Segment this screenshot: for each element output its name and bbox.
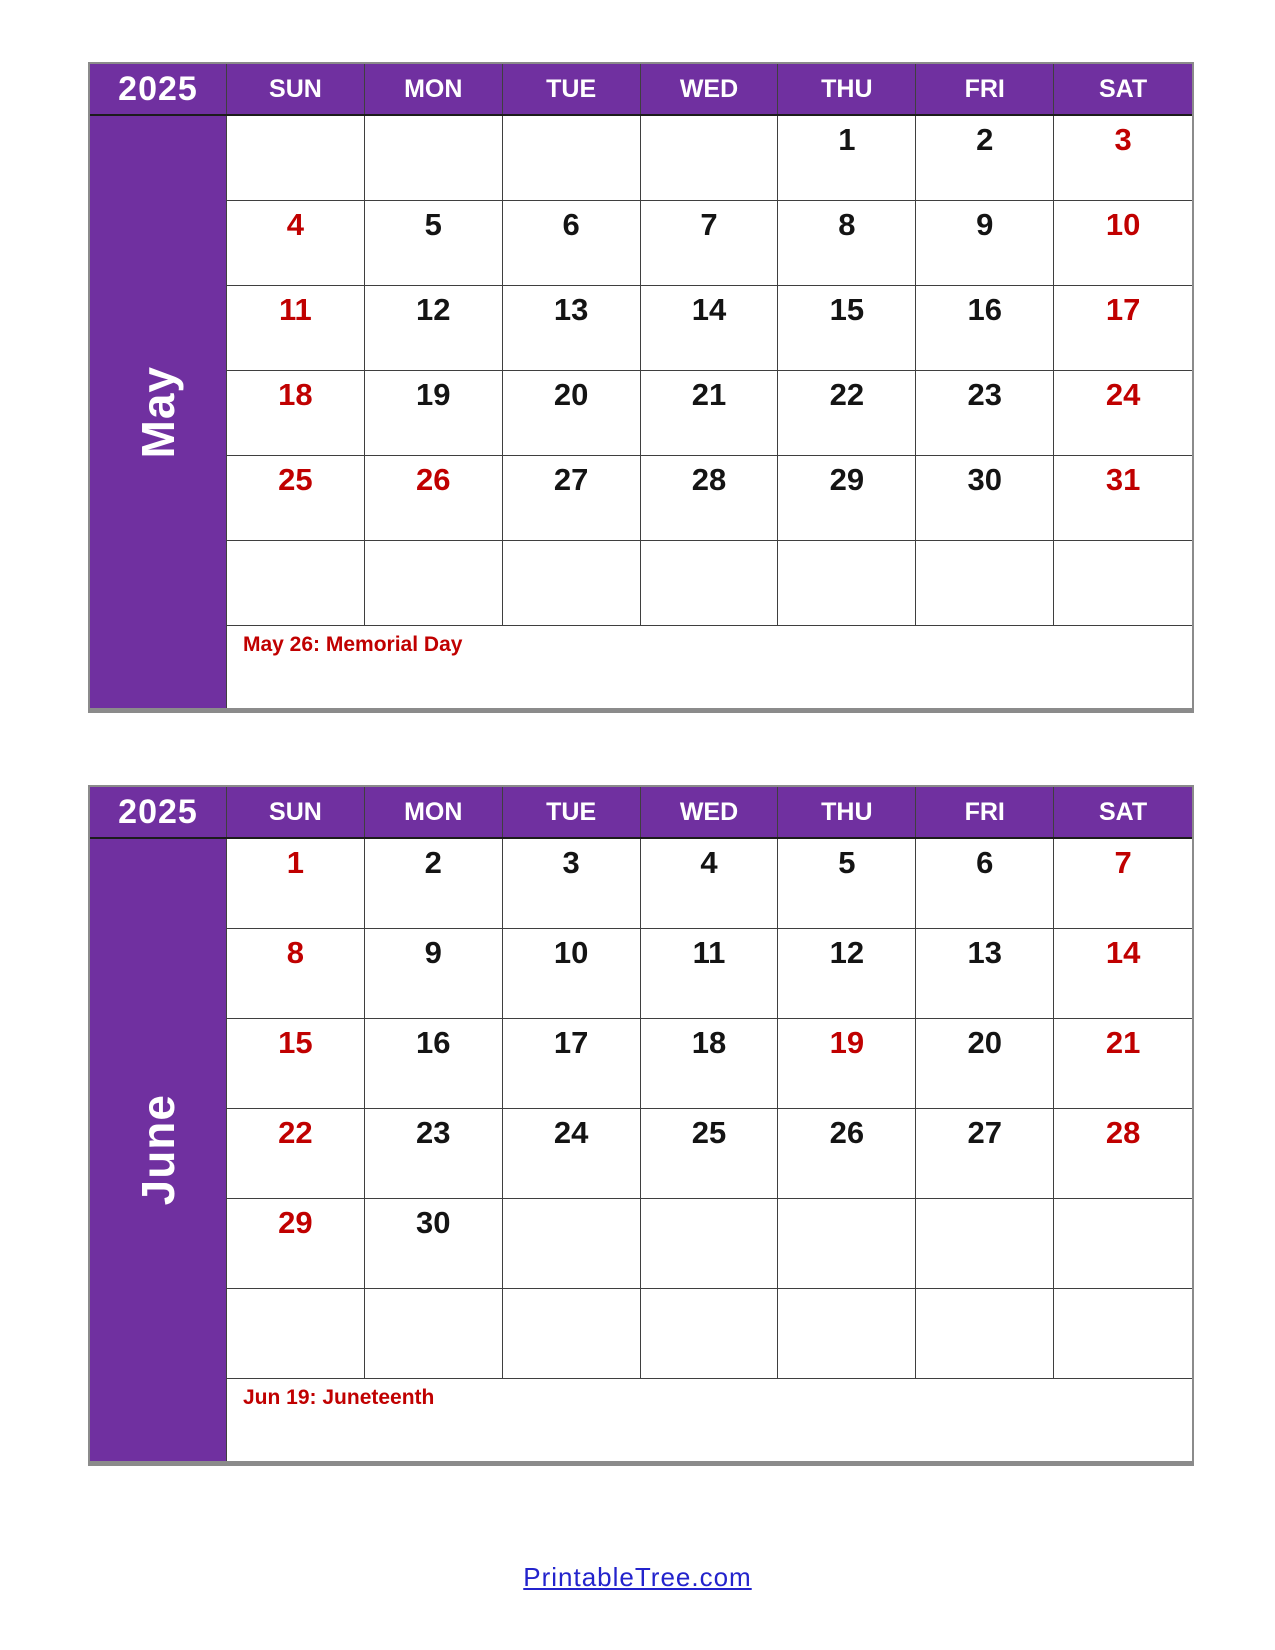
date-cell — [778, 839, 916, 929]
date-cell — [365, 456, 503, 541]
weekday-header: THU — [778, 787, 916, 837]
date-number: 22 — [829, 377, 865, 412]
date-number: 2 — [424, 845, 442, 880]
date-cell — [641, 541, 779, 626]
date-number: 1 — [286, 845, 305, 880]
weekday-header-row — [227, 64, 1192, 114]
date-number: 14 — [1105, 935, 1141, 970]
date-cell — [503, 929, 641, 1019]
calendar-header-row — [90, 787, 1192, 839]
weekday-header: WED — [641, 64, 779, 114]
weekday-header: SAT — [1098, 74, 1148, 103]
month-label: June — [132, 1094, 184, 1206]
date-cell — [503, 116, 641, 201]
date-cell — [641, 929, 779, 1019]
date-cell — [641, 1289, 779, 1379]
weekday-header: SUN — [227, 787, 365, 837]
date-cell — [365, 541, 503, 626]
date-cell — [916, 929, 1054, 1019]
date-number: 4 — [286, 207, 305, 242]
date-number: 14 — [691, 292, 727, 327]
weekday-header: SUN — [227, 64, 365, 114]
date-cell — [227, 286, 365, 371]
date-cell — [227, 201, 365, 286]
date-number: 20 — [553, 377, 589, 412]
date-number: 26 — [829, 1115, 865, 1150]
may-calendar — [88, 62, 1194, 713]
date-number: 2 — [976, 122, 994, 157]
calendar-header-row — [90, 64, 1192, 116]
date-cell — [365, 201, 503, 286]
date-number: 13 — [553, 292, 589, 327]
date-number: 13 — [967, 935, 1002, 970]
date-cell — [778, 1109, 916, 1199]
date-number: 1 — [838, 122, 856, 157]
date-cell — [365, 286, 503, 371]
date-number: 15 — [829, 292, 865, 327]
date-cell — [916, 116, 1054, 201]
weekday-header: TUE — [503, 64, 641, 114]
date-number: 17 — [553, 1025, 589, 1060]
date-cell — [778, 541, 916, 626]
date-grid — [227, 116, 1192, 626]
date-number: 11 — [692, 935, 726, 970]
date-number: 25 — [278, 462, 313, 497]
date-cell — [778, 1289, 916, 1379]
date-cell — [1054, 1019, 1192, 1109]
weekday-header: SAT — [1098, 797, 1148, 826]
date-cell — [1054, 1199, 1192, 1289]
date-cell — [365, 1199, 503, 1289]
date-number: 19 — [829, 1025, 865, 1060]
calendar-body — [90, 839, 1192, 1461]
month-sidebar — [90, 839, 227, 1461]
june-calendar — [88, 785, 1194, 1466]
date-cell — [1054, 1109, 1192, 1199]
date-cell — [778, 456, 916, 541]
weekday-header: FRI — [916, 64, 1054, 114]
date-cell — [916, 286, 1054, 371]
date-number: 8 — [838, 207, 856, 242]
date-cell — [1054, 371, 1192, 456]
holiday-note-row — [227, 626, 1192, 708]
date-cell — [227, 1199, 365, 1289]
site-link[interactable]: PrintableTree.com — [523, 1562, 752, 1592]
date-number: 21 — [691, 377, 727, 412]
date-cell — [1054, 1289, 1192, 1379]
date-number: 4 — [700, 845, 718, 880]
date-number: 26 — [416, 462, 451, 497]
weekday-header: MON — [365, 787, 503, 837]
date-number: 21 — [1105, 1025, 1141, 1060]
month-label: May — [132, 365, 184, 459]
date-cell — [916, 201, 1054, 286]
date-number: 9 — [976, 207, 994, 242]
date-cell — [778, 1019, 916, 1109]
year-label: 2025 — [90, 787, 227, 837]
date-number: 12 — [829, 935, 865, 970]
month-sidebar — [90, 116, 227, 708]
date-cell — [503, 456, 641, 541]
date-cell — [365, 839, 503, 929]
date-number: 12 — [416, 292, 451, 327]
date-cell — [1054, 456, 1192, 541]
date-cell — [778, 929, 916, 1019]
date-number: 23 — [967, 377, 1002, 412]
date-cell — [227, 371, 365, 456]
date-cell — [916, 1199, 1054, 1289]
date-cell — [916, 456, 1054, 541]
date-cell — [503, 1199, 641, 1289]
calendar-body — [90, 116, 1192, 708]
date-number: 24 — [553, 1115, 589, 1150]
date-number: 18 — [691, 1025, 727, 1060]
holiday-note: Jun 19: Juneteenth — [243, 1386, 435, 1409]
date-grid — [227, 839, 1192, 1379]
date-cell — [641, 286, 779, 371]
date-cell — [641, 1199, 779, 1289]
date-cell — [503, 1019, 641, 1109]
date-number: 8 — [286, 935, 305, 970]
date-cell — [641, 1019, 779, 1109]
date-cell — [365, 371, 503, 456]
date-cell — [641, 116, 779, 201]
weekday-header-row — [227, 787, 1192, 837]
date-cell — [365, 1289, 503, 1379]
date-cell — [916, 541, 1054, 626]
date-number: 23 — [416, 1115, 451, 1150]
date-number: 22 — [278, 1115, 313, 1150]
date-cell — [503, 1109, 641, 1199]
date-number: 6 — [562, 207, 580, 242]
date-cell — [778, 116, 916, 201]
date-number: 11 — [279, 292, 312, 327]
date-number: 7 — [1114, 845, 1132, 880]
date-cell — [916, 1019, 1054, 1109]
date-number: 3 — [562, 845, 580, 880]
date-cell — [227, 839, 365, 929]
date-cell — [365, 1109, 503, 1199]
date-cell — [916, 371, 1054, 456]
date-cell — [1054, 286, 1192, 371]
date-cell — [1054, 201, 1192, 286]
date-number: 10 — [553, 935, 589, 970]
date-number: 30 — [416, 1205, 451, 1240]
date-number: 16 — [967, 292, 1002, 327]
date-cell — [503, 541, 641, 626]
date-cell — [227, 1109, 365, 1199]
date-cell — [227, 1019, 365, 1109]
date-cell — [503, 839, 641, 929]
date-cell — [1054, 839, 1192, 929]
date-number: 27 — [553, 462, 589, 497]
date-number: 5 — [424, 207, 442, 242]
date-cell — [778, 371, 916, 456]
date-number: 27 — [967, 1115, 1002, 1150]
date-number: 19 — [416, 377, 451, 412]
date-cell — [1054, 929, 1192, 1019]
date-cell — [641, 371, 779, 456]
date-cell — [1054, 116, 1192, 201]
calendar-main — [227, 116, 1192, 708]
date-cell — [365, 116, 503, 201]
date-number: 29 — [829, 462, 865, 497]
date-cell — [503, 286, 641, 371]
weekday-header: WED — [641, 787, 779, 837]
date-cell — [503, 1289, 641, 1379]
date-cell — [778, 1199, 916, 1289]
date-cell — [365, 1019, 503, 1109]
date-cell — [503, 371, 641, 456]
date-number: 20 — [967, 1025, 1002, 1060]
date-cell — [641, 1109, 779, 1199]
date-number: 3 — [1114, 122, 1132, 157]
date-cell — [365, 929, 503, 1019]
date-number: 18 — [278, 377, 313, 412]
date-cell — [916, 1109, 1054, 1199]
date-cell — [227, 929, 365, 1019]
date-number: 17 — [1105, 292, 1141, 327]
date-cell — [227, 456, 365, 541]
date-cell — [641, 456, 779, 541]
date-number: 9 — [424, 935, 442, 970]
date-number: 15 — [278, 1025, 313, 1060]
date-cell — [503, 201, 641, 286]
date-cell — [916, 839, 1054, 929]
date-number: 28 — [1105, 1115, 1141, 1150]
date-number: 16 — [416, 1025, 451, 1060]
date-cell — [227, 116, 365, 201]
date-cell — [227, 541, 365, 626]
calendar-main — [227, 839, 1192, 1461]
date-cell — [641, 839, 779, 929]
year-label: 2025 — [90, 64, 227, 114]
date-number: 6 — [976, 845, 994, 880]
date-number: 31 — [1105, 462, 1141, 497]
date-cell — [641, 201, 779, 286]
date-number: 5 — [838, 845, 856, 880]
date-cell — [1054, 541, 1192, 626]
date-number: 28 — [691, 462, 727, 497]
weekday-header: FRI — [916, 787, 1054, 837]
holiday-note: May 26: Memorial Day — [243, 633, 463, 656]
date-number: 24 — [1105, 377, 1141, 412]
weekday-header: THU — [778, 64, 916, 114]
date-number: 7 — [700, 207, 718, 242]
holiday-note-row — [227, 1379, 1192, 1461]
date-cell — [778, 201, 916, 286]
weekday-header: MON — [365, 64, 503, 114]
date-cell — [916, 1289, 1054, 1379]
date-number: 29 — [278, 1205, 313, 1240]
weekday-header: TUE — [503, 787, 641, 837]
date-number: 25 — [691, 1115, 727, 1150]
date-number: 30 — [967, 462, 1002, 497]
date-number: 10 — [1105, 207, 1141, 242]
date-cell — [227, 1289, 365, 1379]
page-footer — [0, 1562, 1275, 1593]
date-cell — [778, 286, 916, 371]
